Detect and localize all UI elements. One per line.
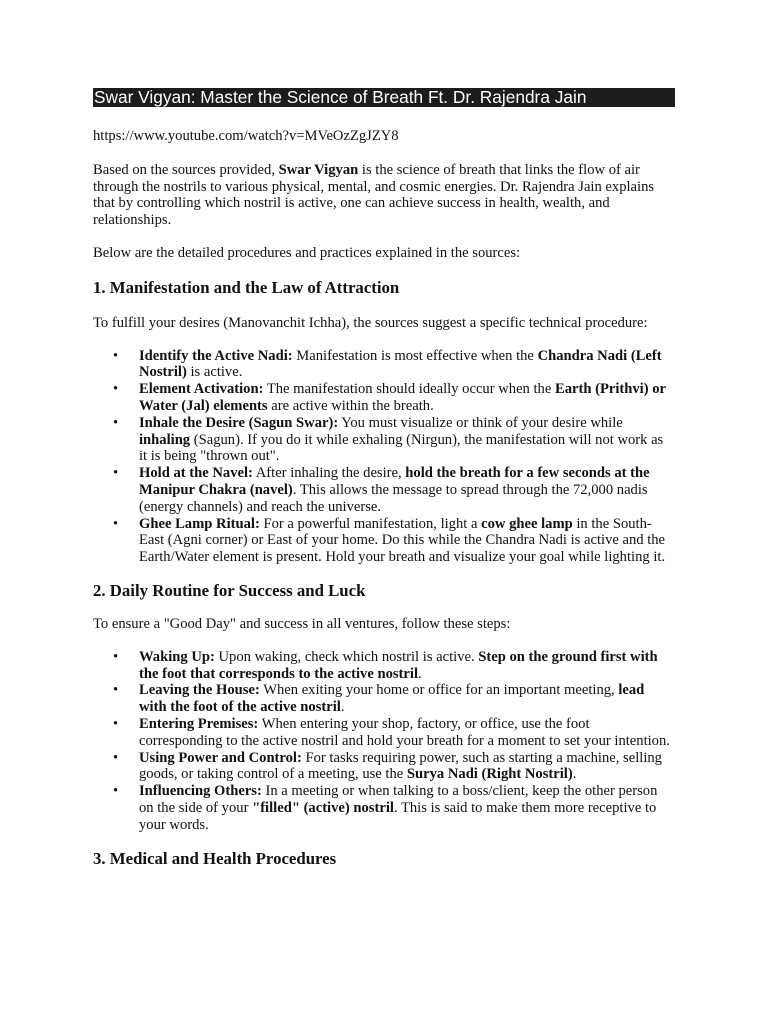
item-text: In a meeting or when talking to a boss/client, keep the other person on the side of your — [139, 783, 658, 816]
document-content — [93, 88, 673, 869]
item-bold: inhaling — [139, 431, 191, 448]
item-bold: lead with the foot of the active nostril — [139, 682, 645, 716]
list-item — [93, 348, 673, 382]
list-item — [93, 783, 673, 833]
list-item — [93, 649, 673, 683]
source-url[interactable]: https://www.youtube.com/watch?v=MVeOzZgJZY8 — [93, 128, 399, 144]
item-label: Identify the Active Nadi: — [139, 347, 293, 364]
item-text: You must visualize or think of your desire while — [338, 414, 623, 431]
item-label: Hold at the Navel: — [139, 465, 253, 482]
item-label: Ghee Lamp Ritual: — [139, 515, 260, 532]
item-text: When entering your shop, factory, or office, use the foot corresponding to the active nostril and hold your breath for a moment to set your intention. — [139, 715, 670, 749]
intro-bold-term: Swar Vigyan — [278, 161, 359, 178]
item-text: . — [572, 766, 577, 783]
item-text: For a powerful manifestation, light a — [259, 515, 482, 532]
item-text: The manifestation should ideally occur when the — [263, 381, 555, 398]
list-item — [93, 516, 673, 566]
item-text: For tasks requiring power, such as starting a machine, selling goods, or taking control of a meeting, use the — [139, 749, 662, 783]
manifestation-list — [93, 348, 673, 566]
item-label: Element Activation: — [139, 381, 264, 398]
item-text: . — [418, 665, 422, 682]
item-label: Leaving the House: — [139, 682, 260, 699]
item-bold: cow ghee lamp — [481, 515, 573, 532]
section-lead-daily-routine: To ensure a "Good Day" and success in all ventures, follow these steps: — [93, 615, 511, 632]
item-label: Using Power and Control: — [139, 749, 302, 766]
list-item — [93, 750, 673, 784]
item-bold: Surya Nadi (Right Nostril) — [406, 766, 573, 783]
item-text: (Sagun). If you do it while exhaling (Nirgun), the manifestation will not work as it is being "thrown out". — [139, 431, 664, 465]
item-bold: Chandra Nadi (Left Nostril) — [139, 347, 662, 381]
item-text: After inhaling the desire, — [252, 465, 406, 482]
procedures-intro: Below are the detailed procedures and practices explained in the sources: — [93, 244, 521, 261]
item-bold: Earth (Prithvi) or Water (Jal) elements — [139, 381, 666, 414]
item-bold: "filled" (active) nostril — [252, 799, 394, 816]
item-text: When exiting your home or office for an important meeting, — [259, 682, 619, 699]
item-text: . This is said to make them more receptive to your words. — [139, 799, 657, 833]
item-text: . This allows the message to spread through the 72,000 nadis (energy channels) and reach the universe. — [139, 481, 648, 515]
document-title: Swar Vigyan: Master the Science of Breath Ft. Dr. Rajendra Jain — [93, 88, 675, 107]
list-item — [93, 682, 673, 716]
list-item — [93, 415, 673, 465]
item-text: in the South-East (Agni corner) or East of your home. Do this while the Chandra Nadi is active and the Earth/Water element is present. Hold your breath and visualize your goal while lighting it. — [139, 515, 666, 566]
intro-paragraph — [93, 162, 673, 229]
item-bold: hold the breath for a few seconds at the Manipur Chakra (navel) — [139, 465, 650, 498]
item-bold: Step on the ground first with the foot that corresponds to the active nostril — [139, 648, 658, 682]
item-label: Influencing Others: — [139, 783, 262, 800]
item-text: is active. — [186, 364, 243, 381]
item-text: Upon waking, check which nostril is active. — [214, 648, 479, 665]
intro-text-1: Based on the sources provided, — [93, 161, 279, 178]
item-label: Inhale the Desire (Sagun Swar): — [139, 414, 339, 431]
item-text: Manifestation is most effective when the — [292, 347, 538, 364]
section-lead-manifestation: To fulfill your desires (Manovanchit Ichha), the sources suggest a specific technical procedure: — [93, 314, 648, 331]
list-item — [93, 381, 673, 415]
section-heading-medical: 3. Medical and Health Procedures — [93, 848, 337, 868]
intro-text-2: is the science of breath that links the flow of air through the nostrils to various physical, mental, and cosmic energies. Dr. Rajendra Jain explains that by controlling which nostril is active, one can achieve success in health, wealth, and relationships. — [93, 161, 655, 229]
section-heading-daily-routine: 2. Daily Routine for Success and Luck — [93, 580, 366, 600]
item-label: Waking Up: — [139, 648, 215, 665]
daily-routine-list — [93, 649, 673, 834]
item-text: are active within the breath. — [267, 397, 434, 414]
item-label: Entering Premises: — [139, 715, 259, 732]
list-item — [93, 465, 673, 515]
list-item — [93, 716, 673, 750]
section-heading-manifestation: 1. Manifestation and the Law of Attraction — [93, 277, 400, 297]
item-text: . — [340, 699, 345, 716]
